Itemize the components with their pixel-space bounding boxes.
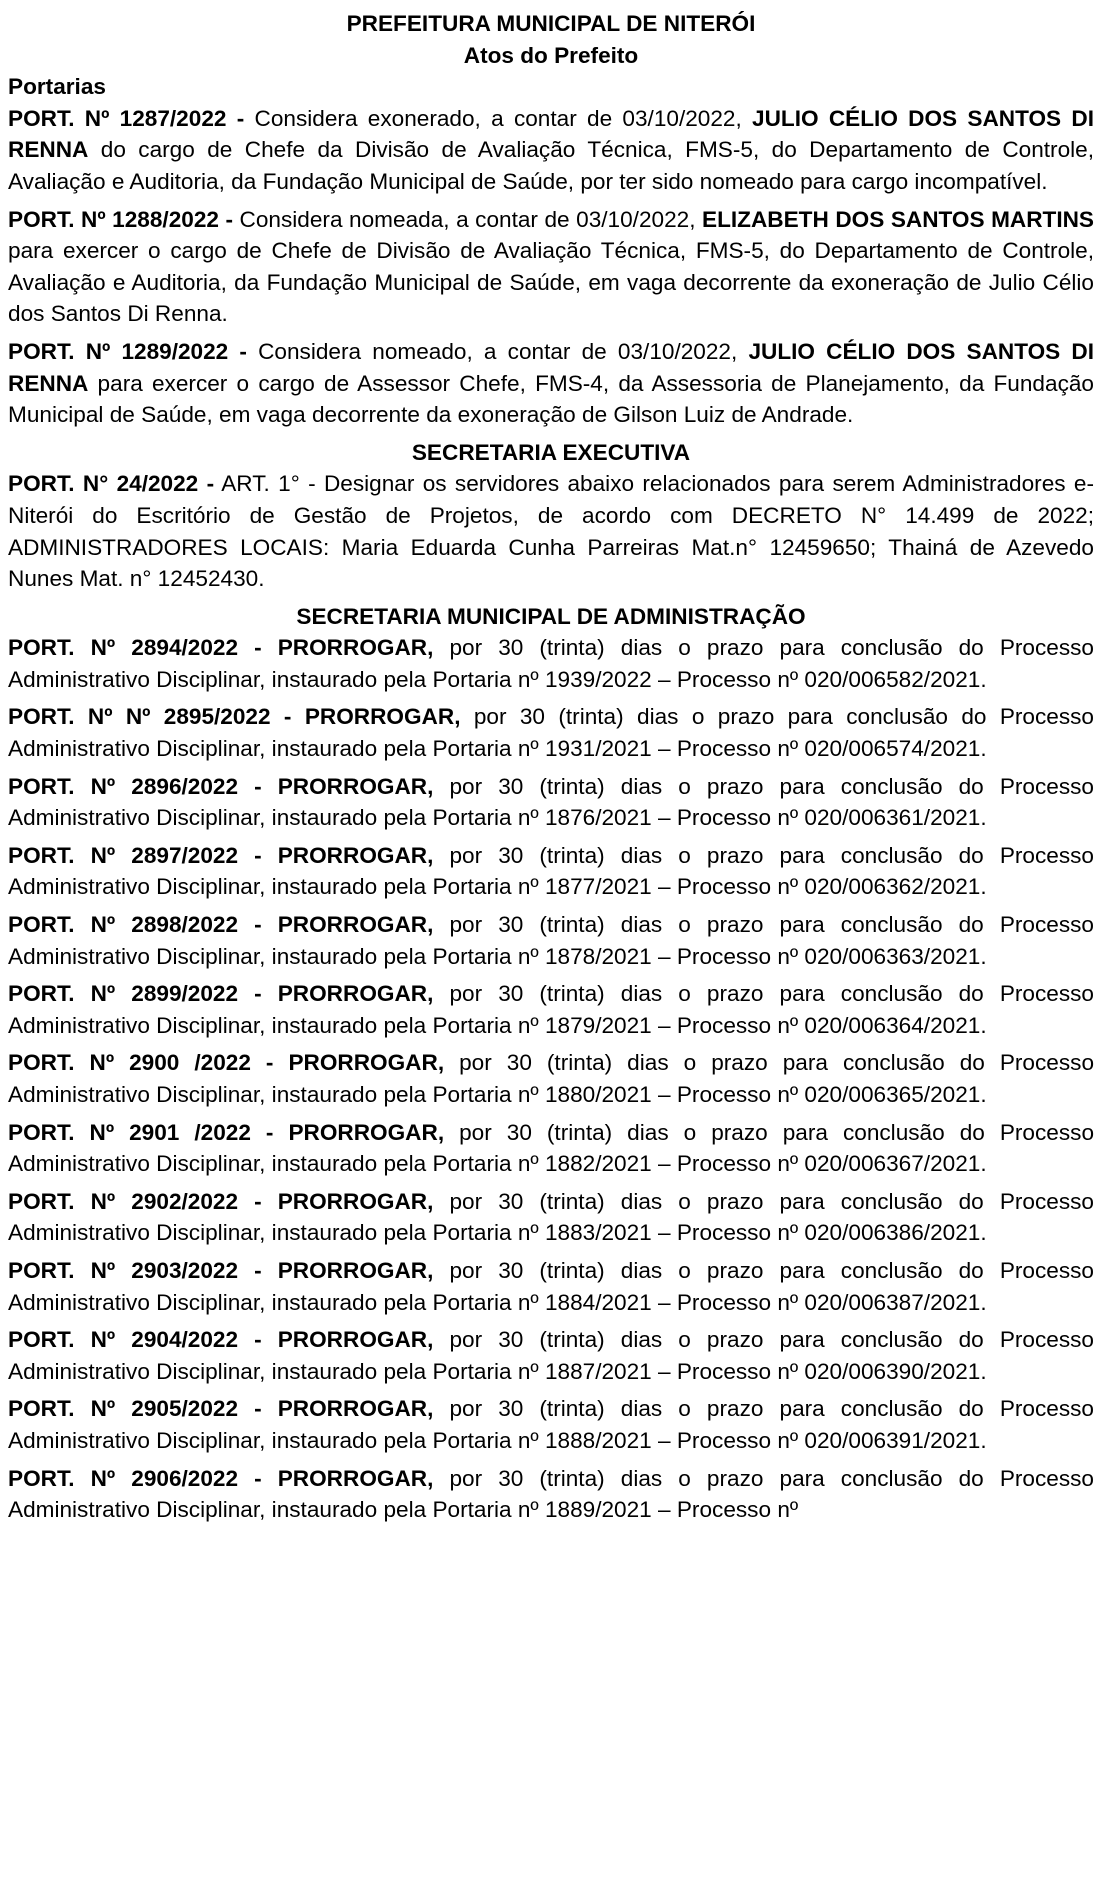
act-paragraph bbox=[8, 103, 1094, 198]
act-text: por 30 (trinta) dias o prazo para conclusão do Processo Administrativo Disciplinar, instaurado pela Portaria nº 1939/2022 – Processo nº 020/006582/2021. bbox=[8, 635, 1094, 692]
act-code: PORT. Nº 1288/2022 - bbox=[8, 206, 234, 232]
act-code: PORT. Nº 2903/2022 - PRORROGAR, bbox=[8, 1257, 434, 1283]
act-code: PORT. Nº 2897/2022 - PRORROGAR, bbox=[8, 842, 434, 868]
document-title: PREFEITURA MUNICIPAL DE NITERÓI bbox=[346, 11, 756, 36]
act-code: PORT. Nº 1287/2022 - bbox=[8, 105, 245, 131]
act-code: PORT. Nº 2899/2022 - PRORROGAR, bbox=[8, 981, 434, 1007]
act-text: por 30 (trinta) dias o prazo para conclusão do Processo Administrativo Disciplinar, instaurado pela Portaria nº 1888/2021 – Processo nº 020/006391/2021. bbox=[8, 1396, 1094, 1453]
act-text: por 30 (trinta) dias o prazo para conclusão do Processo Administrativo Disciplinar, instaurado pela Portaria nº 1931/2021 – Processo nº 020/006574/2021. bbox=[8, 704, 1094, 762]
act-text: para exercer o cargo de Chefe de Divisão de Avaliação Técnica, FMS-5, do Departamento de Controle, Avaliação e Auditoria, da Fundação Municipal de Saúde, em vaga decorrente da exoneração de Julio Célio dos Santos Di Renna. bbox=[8, 238, 1094, 327]
act-text: Considera nomeado, a contar de 03/10/2022, bbox=[246, 338, 749, 364]
act-text: por 30 (trinta) dias o prazo para conclusão do Processo Administrativo Disciplinar, instaurado pela Portaria nº 1882/2021 – Processo nº 020/006367/2021. bbox=[8, 1119, 1095, 1177]
act-paragraph bbox=[8, 909, 1094, 972]
act-paragraph bbox=[8, 336, 1094, 431]
act-paragraph bbox=[8, 632, 1094, 695]
document-subtitle: Atos do Prefeito bbox=[463, 42, 639, 68]
act-text: por 30 (trinta) dias o prazo para conclusão do Processo Administrativo Disciplinar, instaurado pela Portaria nº 1884/2021 – Processo nº 020/006387/2021. bbox=[8, 1257, 1094, 1315]
act-paragraph bbox=[8, 1255, 1094, 1318]
act-code: PORT. Nº 2898/2022 - PRORROGAR, bbox=[8, 912, 434, 938]
act-paragraph bbox=[8, 204, 1094, 330]
document-page bbox=[8, 8, 1094, 1526]
act-text: por 30 (trinta) dias o prazo para conclusão do Processo Administrativo Disciplinar, instaurado pela Portaria nº 1887/2021 – Processo nº 020/006390/2021. bbox=[8, 1327, 1094, 1384]
act-text: por 30 (trinta) dias o prazo para conclusão do Processo Administrativo Disciplinar, instaurado pela Portaria nº 1879/2021 – Processo nº 020/006364/2021. bbox=[8, 981, 1094, 1038]
act-paragraph bbox=[8, 771, 1094, 834]
act-code: PORT. Nº 2894/2022 - PRORROGAR, bbox=[8, 635, 434, 661]
act-code: PORT. Nº 2905/2022 - PRORROGAR, bbox=[8, 1396, 434, 1422]
act-code: PORT. Nº 2904/2022 - PRORROGAR, bbox=[8, 1327, 434, 1353]
act-code: PORT. Nº Nº 2895/2022 - PRORROGAR, bbox=[8, 704, 461, 730]
act-paragraph bbox=[8, 1463, 1094, 1526]
act-code: PORT. Nº 2896/2022 - PRORROGAR, bbox=[8, 773, 434, 799]
act-paragraph bbox=[8, 1324, 1094, 1387]
act-text: por 30 (trinta) dias o prazo para conclusão do Processo Administrativo Disciplinar, instaurado pela Portaria nº 1883/2021 – Processo nº 020/006386/2021. bbox=[8, 1188, 1094, 1246]
act-text: para exercer o cargo de Assessor Chefe, FMS-4, da Assessoria de Planejamento, da Fundação Municipal de Saúde, em vaga decorrente da exoneração de Gilson Luiz de Andrade. bbox=[8, 370, 1094, 428]
act-text: por 30 (trinta) dias o prazo para conclusão do Processo Administrativo Disciplinar, instaurado pela Portaria nº 1877/2021 – Processo nº 020/006362/2021. bbox=[8, 842, 1094, 900]
act-paragraph bbox=[8, 840, 1094, 903]
act-paragraph bbox=[8, 1047, 1094, 1110]
act-paragraph bbox=[8, 1117, 1094, 1180]
act-code: PORT. N° 24/2022 - bbox=[8, 471, 215, 497]
act-text: por 30 (trinta) dias o prazo para conclusão do Processo Administrativo Disciplinar, instaurado pela Portaria nº 1889/2021 – Processo nº bbox=[8, 1465, 1094, 1523]
act-code: PORT. Nº 2900 /2022 - PRORROGAR, bbox=[8, 1050, 445, 1076]
act-text: do cargo de Chefe da Divisão de Avaliação Técnica, FMS-5, do Departamento de Controle, Avaliação e Auditoria, da Fundação Municipal de Saúde, por ter sido nomeado para cargo incompatível. bbox=[8, 137, 1094, 194]
act-person-name: JULIO CÉLIO DOS SANTOS DI RENNA bbox=[8, 338, 1094, 396]
act-code: PORT. Nº 2901 /2022 - PRORROGAR, bbox=[8, 1119, 445, 1145]
act-text: Considera exonerado, a contar de 03/10/2022, bbox=[244, 105, 753, 131]
act-paragraph bbox=[8, 978, 1094, 1041]
act-text: Considera nomeada, a contar de 03/10/2022, bbox=[233, 206, 703, 232]
act-code: PORT. Nº 2906/2022 - PRORROGAR, bbox=[8, 1465, 434, 1491]
act-person-name: JULIO CÉLIO DOS SANTOS DI RENNA bbox=[8, 105, 1094, 163]
act-text: ART. 1° - Designar os servidores abaixo relacionados para serem Administradores e-Niterói do Escritório de Gestão de Projetos, de acordo com DECRETO N° 14.499 de 2022; ADMINISTRADORES LOCAIS: Maria Eduarda Cunha Parreiras Mat.n° 12459650; Thainá de Azevedo Nunes Mat. n° 12452430. bbox=[8, 471, 1094, 592]
act-text: por 30 (trinta) dias o prazo para conclusão do Processo Administrativo Disciplinar, instaurado pela Portaria nº 1880/2021 – Processo nº 020/006365/2021. bbox=[8, 1050, 1095, 1107]
act-paragraph bbox=[8, 701, 1094, 764]
act-code: PORT. Nº 2902/2022 - PRORROGAR, bbox=[8, 1188, 434, 1214]
act-paragraph bbox=[8, 1186, 1094, 1249]
act-paragraph bbox=[8, 468, 1094, 594]
section-heading-secretaria-administracao: SECRETARIA MUNICIPAL DE ADMINISTRAÇÃO bbox=[296, 603, 806, 629]
act-text: por 30 (trinta) dias o prazo para conclusão do Processo Administrativo Disciplinar, instaurado pela Portaria nº 1878/2021 – Processo nº 020/006363/2021. bbox=[8, 912, 1094, 969]
act-person-name: ELIZABETH DOS SANTOS MARTINS bbox=[702, 206, 1094, 232]
act-code: PORT. Nº 1289/2022 - bbox=[8, 338, 247, 364]
section-heading-secretaria-executiva: SECRETARIA EXECUTIVA bbox=[411, 439, 691, 465]
act-text: por 30 (trinta) dias o prazo para conclusão do Processo Administrativo Disciplinar, instaurado pela Portaria nº 1876/2021 – Processo nº 020/006361/2021. bbox=[8, 773, 1094, 831]
section-label-portarias: Portarias bbox=[8, 74, 106, 100]
act-paragraph bbox=[8, 1393, 1094, 1456]
